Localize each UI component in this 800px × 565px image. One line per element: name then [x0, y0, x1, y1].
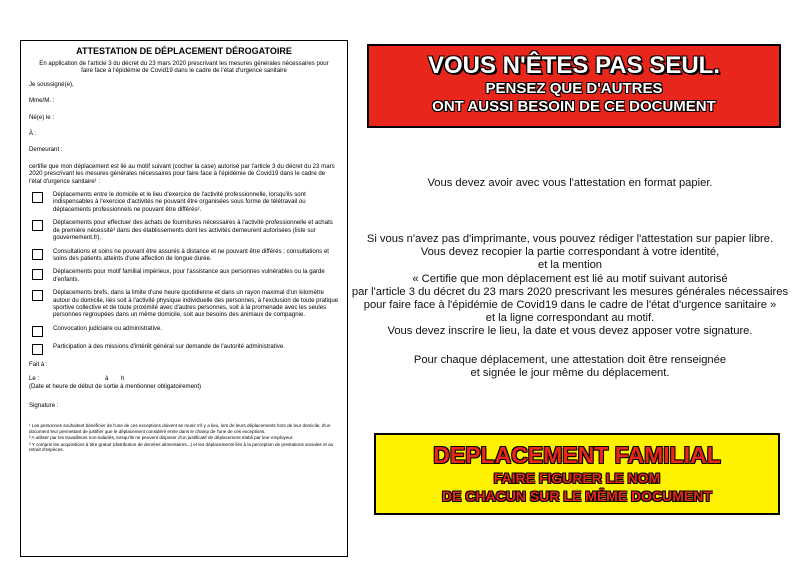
- form-title: ATTESTATION DE DÉPLACEMENT DÉROGATOIRE: [76, 46, 292, 56]
- family-trip-banner: [374, 433, 780, 515]
- reason-checkbox[interactable]: [32, 290, 43, 301]
- reason-item: [29, 248, 339, 263]
- field-address: Demeurant :: [29, 146, 63, 154]
- reason-label: Déplacements brefs, dans la limite d'une heure quotidienne et dans un rayon maximal d'un kilomètre autour du domicile, liés soit à l'activité physique individuelle des personnes, à l'exclusion de toute pratique sportive collective et de toute proximité avec d'autres personnes, soit à la promenade avec les seules personnes regroupées dans un même domicile, soit aux besoins des animaux de compagnie.: [53, 289, 339, 319]
- instruction-line: et signée le jour même du déplacement.: [470, 367, 670, 380]
- family-trip-line1: FAIRE FIGURER LE NOM: [493, 470, 661, 486]
- field-name: Mme/M. :: [29, 97, 55, 105]
- reason-item: [29, 268, 339, 283]
- time-a-label: à: [105, 375, 109, 383]
- field-birthplace: À :: [29, 130, 37, 138]
- reason-label: Convocation judiciaire ou administrative.: [53, 324, 163, 332]
- attestation-form: [20, 40, 348, 557]
- reason-checkbox[interactable]: [32, 326, 43, 337]
- not-alone-line1: PENSEZ QUE D'AUTRES: [485, 80, 663, 97]
- time-h-label: h: [121, 375, 125, 383]
- reason-checkbox[interactable]: [32, 344, 43, 355]
- instruction-line: Vous devez inscrire le lieu, la date et vous devez apposer votre signature.: [387, 325, 753, 338]
- each-trip-instructions: [340, 354, 800, 380]
- reason-item: [29, 343, 339, 355]
- instruction-line: Pour chaque déplacement, une attestation doit être renseignée: [413, 354, 727, 366]
- form-intro: En application de l'article 3 du décret du 23 mars 2020 prescrivant les mesures générales nécessaires pour faire face à l'épidémie de Covid19 dans le cadre de l'état d'urgence sanitaire: [39, 60, 329, 75]
- field-birthdate: Né(e) le :: [29, 113, 55, 121]
- instruction-line: et la ligne correspondant au motif.: [485, 312, 655, 325]
- no-printer-instructions: [340, 233, 800, 339]
- not-alone-line2: ONT AUSSI BESOIN DE CE DOCUMENT: [432, 98, 716, 115]
- not-alone-headline: VOUS N'ÊTES PAS SEUL.: [428, 52, 720, 79]
- reason-checkbox[interactable]: [32, 249, 43, 260]
- footnote: ² A utiliser par les travailleurs non-salariés, lorsqu'ils ne peuvent disposer d'un justificatif de déplacement établi par leur employeur.: [29, 435, 294, 441]
- field-fait-a: Fait à :: [29, 360, 48, 368]
- family-trip-headline: DEPLACEMENT FAMILIAL: [433, 442, 721, 468]
- reason-checkbox[interactable]: [32, 220, 43, 231]
- instruction-line: et la mention: [537, 259, 603, 272]
- instruction-line: « Certifie que mon déplacement est lié au motif suivant autorisé: [412, 272, 728, 285]
- paper-instruction: Vous devez avoir avec vous l'attestation en format papier.: [427, 177, 713, 189]
- reason-item: [29, 325, 339, 337]
- certification-text: certifie que mon déplacement est lié au motif suivant (cocher la case) autorisé par l'article 3 du décret du 23 mars 2020 prescrivant les mesures générales nécessaires pour faire face à l'épidémie de Covid19 dans le cadre de l'état d'urgence sanitaire¹ :: [29, 162, 335, 185]
- date-note: (Date et heure de début de sortie à mentionner obligatoirement): [29, 382, 202, 390]
- reason-item: [29, 289, 339, 319]
- reason-label: Participation à des missions d'intérêt général sur demande de l'autorité administrative.: [53, 342, 285, 350]
- reason-label: Déplacements pour motif familial impérieux, pour l'assistance aux personnes vulnérables ou la garde d'enfants.: [53, 268, 325, 283]
- footnote: ¹ Les personnes souhaitant bénéficier de l'une de ces exceptions doivent se munir s'il y a lieu, lors de leurs déplacements hors de leur domicile, d'un document leur permettant de justifier que le déplacement considéré entre dans le champ de l'une de ces exceptions.: [29, 423, 331, 434]
- date-row: [29, 375, 339, 382]
- reason-checkbox[interactable]: [32, 192, 43, 203]
- instruction-line: par l'article 3 du décret du 23 mars 2020 prescrivant les mesures générales nécessaires: [351, 285, 789, 298]
- reason-checkbox[interactable]: [32, 269, 43, 280]
- field-soussigne: Je soussigné(e),: [29, 80, 74, 88]
- reason-item: [29, 219, 339, 241]
- not-alone-banner: [367, 44, 781, 128]
- footnote: ³ Y compris les acquisitions à titre gratuit (distribution de denrées alimentaires...) et les déplacements liés à la perception de prestations sociales et au retrait d'espèces.: [29, 441, 334, 453]
- field-signature: Signature :: [29, 401, 59, 409]
- reason-label: Consultations et soins ne pouvant être assurés à distance et ne pouvant être différés ; consultations et soins des patients atteints d'une affection de longue durée.: [53, 247, 329, 262]
- instruction-line: Si vous n'avez pas d'imprimante, vous pouvez rédiger l'attestation sur papier libre.: [366, 233, 774, 245]
- field-le: Le :: [29, 375, 40, 383]
- reason-label: Déplacements pour effectuer des achats de fournitures nécessaires à l'activité professionnelle et achats de première nécessité³ dans des établissements dont les activités demeurent autorisées (liste sur gouvernement.fr).: [53, 219, 333, 242]
- reason-label: Déplacements entre le domicile et le lieu d'exercice de l'activité professionnelle, lorsqu'ils sont indispensables à l'exercice d'activités ne pouvant être organisées sous forme de télétravail ou déplacements professionnels ne pouvant être différés².: [53, 191, 306, 213]
- reason-item: [29, 191, 339, 213]
- family-trip-line2: DE CHACUN SUR LE MÊME DOCUMENT: [442, 488, 712, 504]
- instruction-line: Vous devez recopier la partie correspondant à votre identité,: [420, 246, 720, 259]
- instruction-line: pour faire face à l'épidémie de Covid19 dans le cadre de l'état d'urgence sanitaire »: [363, 299, 777, 312]
